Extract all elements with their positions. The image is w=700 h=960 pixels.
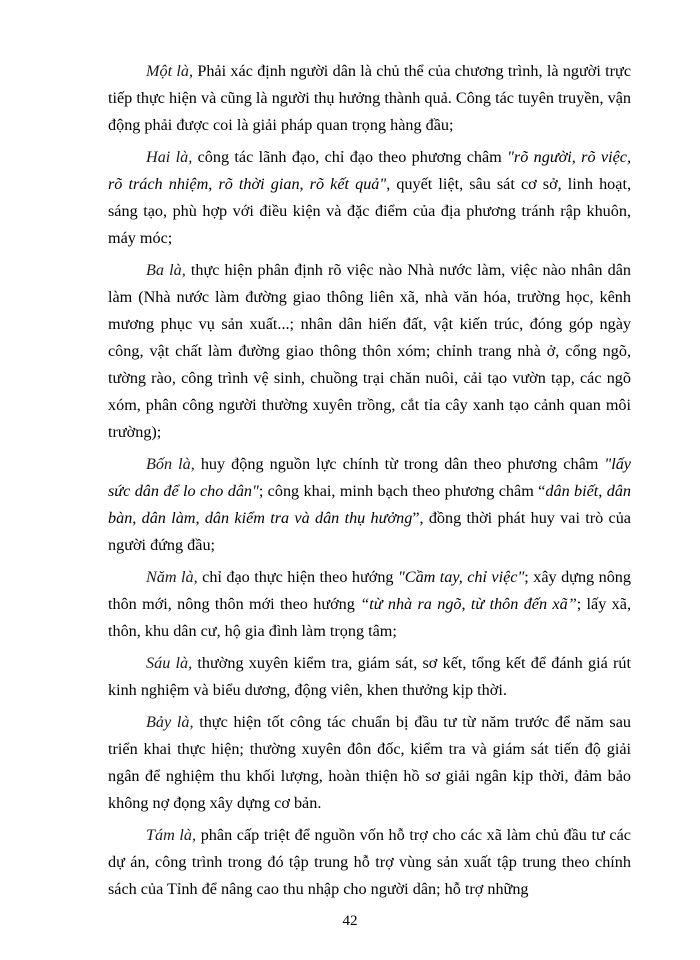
para-bon-la [108,451,631,559]
para-ba-la [108,257,631,446]
quoted-phrase: dân biết, dân bàn, dân làm, dân kiểm tra và dân thụ hưởng [108,482,632,527]
paragraph-lead: Sáu là, [146,654,193,672]
quoted-phrase: “từ nhà ra ngõ, từ thôn đến xã” [360,595,577,613]
quoted-phrase: "Cầm tay, chỉ việc" [397,568,525,586]
paragraph-text: Phải xác định người dân là chủ thể của chương trình, là người trực tiếp thực hiện và cũng là người thụ hưởng thành quả. Công tác tuyên truyền, vận động phải được coi là giải pháp quan trọng hàng đầu; [108,62,632,134]
paragraph-text: ”, đồng thời phát huy vai trò của người đứng đầu; [108,509,631,554]
paragraph-lead: Bốn là, [146,455,195,473]
paragraph-text: thực hiện tốt công tác chuẩn bị đầu tư từ năm trước để năm sau triển khai thực hiện; thường xuyên đôn đốc, kiểm tra và giám sát tiến độ giải ngân để nghiệm thu khối lượng, hoàn thiện hồ sơ giải ngân kịp thời, đảm bảo không nợ đọng xây dựng cơ bản. [108,713,632,812]
para-sau-la [108,650,631,704]
para-tam-la [108,822,631,903]
paragraph-text: chỉ đạo thực hiện theo hướng [197,568,398,586]
para-hai-la [108,144,631,252]
page-number: 42 [342,913,358,929]
paragraph-text: ; lấy xã, thôn, khu dân cư, hộ gia đình làm trọng tâm; [108,595,631,640]
paragraph-lead: Hai là, [146,148,193,166]
paragraph-lead: Bảy là, [146,713,194,731]
paragraph-text: , quyết liệt, sâu sát cơ sở, linh hoạt, sáng tạo, phù hợp với điều kiện và đặc điểm của địa phương tránh rập khuôn, máy móc; [108,175,631,247]
paragraph-text: thường xuyên kiểm tra, giám sát, sơ kết, tổng kết để đánh giá rút kinh nghiệm và biểu dương, động viên, khen thưởng kịp thời. [108,654,631,699]
quoted-phrase: "lấy sức dân để lo cho dân" [108,455,631,500]
paragraph-lead: Một là, [146,62,194,80]
para-nam-la [108,564,631,645]
paragraph-lead: Năm là, [146,568,198,586]
paragraph-text: thực hiện phân định rõ việc nào Nhà nước làm, việc nào nhân dân làm (Nhà nước làm đường giao thông liên xã, nhà văn hóa, trường học, kênh mương phục vụ sản xuất...; nhân dân hiến đất, vật kiến trúc, đóng góp ngày công, vật chất làm đường giao thông thôn xóm; chỉnh trang nhà ở, cổng ngõ, tường rào, công trình vệ sinh, chuồng trại chăn nuôi, cải tạo vườn tạp, các ngõ xóm, phân công người thường xuyên trồng, cắt tỉa cây xanh tạo cảnh quan môi trường); [108,261,631,441]
para-bay-la [108,709,631,817]
para-mot-la [108,58,631,139]
paragraph-text: huy động nguồn lực chính từ trong dân theo phương châm [194,455,605,473]
paragraph-lead: Tám là, [146,826,197,844]
paragraph-text: công tác lãnh đạo, chỉ đạo theo phương châm [192,148,508,166]
paragraph-text: phân cấp triệt để nguồn vốn hỗ trợ cho các xã làm chủ đầu tư các dự án, công trình trong đó tập trung hỗ trợ vùng sản xuất tập trung theo chính sách của Tỉnh để nâng cao thu nhập cho người dân; hỗ trợ những [108,826,631,898]
paragraph-text: ; xây dựng nông thôn mới, nông thôn mới theo hướng [108,568,631,613]
paragraph-text: ; công khai, minh bạch theo phương châm “ [258,482,546,500]
body-text [108,58,631,908]
paragraph-lead: Ba là, [146,261,186,279]
quoted-phrase: "rõ người, rõ việc, rõ trách nhiệm, rõ thời gian, rõ kết quả" [108,148,632,193]
